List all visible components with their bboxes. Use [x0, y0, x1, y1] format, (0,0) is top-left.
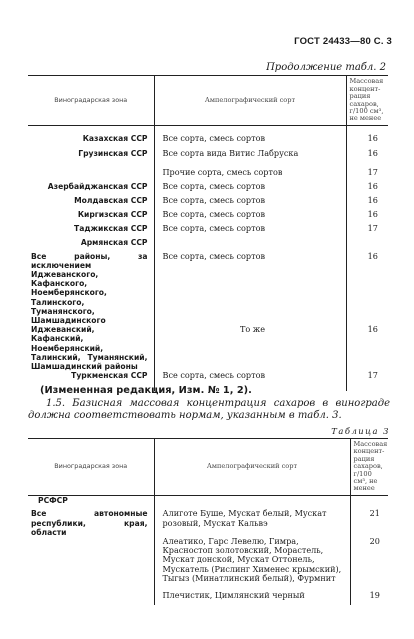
table-3-label: Таблица 3: [331, 426, 390, 436]
zone-cell: Молдавская ССР: [74, 195, 148, 205]
grape-cell: Алеатико, Гарс Левелю, Гимра, Красностоп золотовский, Морастель, Мускат донской, Мускат Оттонель, Мускатель (Рислинг Хименес крымский), Тыгыз (Минатлинский белый), Фурмнит: [154, 537, 350, 591]
table-row: [28, 509, 388, 537]
sugar-cell: [350, 495, 388, 509]
zone-cell: Киргизская ССР: [77, 209, 148, 219]
sugar-cell: 17: [346, 224, 388, 238]
zone-cell: Все автономные республики, края, области: [31, 509, 148, 537]
column-header-grape: Ампелографический сорт: [154, 76, 346, 126]
table-row: [28, 168, 388, 182]
grape-cell: То же: [154, 325, 346, 371]
sugar-cell: 16: [346, 134, 388, 149]
zone-cell: Казахская ССР: [82, 133, 148, 143]
zone-cell: РСФСР: [38, 495, 68, 505]
table-row: [28, 252, 388, 326]
amendment-note: (Измененная редакция, Изм. № 1, 2).: [40, 385, 252, 396]
table-2: [28, 75, 388, 391]
zone-cell: Все районы, за исключением Иджеванского, Кафанского, Ноемберянского, Талинского, Туманянского, Шамшадинского: [31, 251, 148, 325]
grape-cell: Все сорта, смесь сортов: [154, 224, 346, 238]
sugar-cell: 17: [346, 168, 388, 182]
sugar-cell: 17: [346, 371, 388, 391]
paragraph-1-5: 1.5. Базисная массовая концентрация сахаров в винограде должна соответствовать нормам, указанным в табл. 3.: [28, 398, 390, 421]
column-header-zone: Виноградарская зона: [28, 76, 154, 126]
sugar-cell: 16: [346, 182, 388, 196]
zone-cell: Грузинская ССР: [78, 148, 148, 158]
table-3: [28, 438, 388, 605]
grape-cell: [154, 238, 346, 252]
table-row: [28, 210, 388, 224]
zone-cell: Туркменская ССР: [71, 371, 148, 381]
grape-cell: Алиготе Буше, Мускат белый, Мускат розовый, Мускат Кальвэ: [154, 509, 350, 537]
zone-cell: [28, 168, 154, 182]
zone-cell: Таджикская ССР: [74, 223, 148, 233]
sugar-cell: 16: [346, 196, 388, 210]
grape-cell: Все сорта вида Витис Лабруска: [154, 149, 346, 168]
sugar-cell: 20: [350, 537, 388, 591]
grape-cell: Плечистик, Цимлянский черный: [154, 591, 350, 605]
grape-cell: Все сорта, смесь сортов: [154, 252, 346, 326]
table-continuation-note: Продолжение табл. 2: [266, 62, 386, 73]
column-header-sugar: Массовая концентрация сахаров, г/100 см³, не менее: [346, 76, 388, 126]
sugar-cell: 16: [346, 210, 388, 224]
table-row: [28, 134, 388, 149]
table-row: [28, 325, 388, 371]
grape-cell: Все сорта, смесь сортов: [154, 196, 346, 210]
table-row: [28, 196, 388, 210]
table-row: [28, 537, 388, 591]
zone-cell: [28, 591, 154, 605]
grape-cell: Все сорта, смесь сортов: [154, 210, 346, 224]
zone-cell: Иджеванский, Кафанский, Ноемберянский, Талинский, Туманянский, Шамшадинский районы: [31, 325, 148, 371]
grape-cell: Все сорта, смесь сортов: [154, 182, 346, 196]
grape-cell: Все сорта, смесь сортов: [154, 134, 346, 149]
zone-cell: Азербайджанская ССР: [47, 181, 148, 191]
sugar-cell: 16: [346, 252, 388, 326]
table-row: [28, 238, 388, 252]
page-header: ГОСТ 24433—80 С. 3: [294, 36, 392, 47]
column-header-grape: Ампелографический сорт: [154, 439, 350, 496]
table-row: [28, 149, 388, 168]
grape-cell: Прочие сорта, смесь сортов: [154, 168, 346, 182]
zone-cell: [28, 537, 154, 591]
grape-cell: [154, 495, 350, 509]
table-row: [28, 591, 388, 605]
zone-cell: Армянская ССР: [80, 237, 148, 247]
sugar-cell: 21: [350, 509, 388, 537]
sugar-cell: 19: [350, 591, 388, 605]
table-row: [28, 224, 388, 238]
table-2-body: [28, 126, 388, 392]
table-row: [28, 495, 388, 509]
column-header-zone: Виноградарская зона: [28, 439, 154, 496]
grape-cell: Все сорта, смесь сортов: [154, 371, 346, 391]
column-header-sugar: Массовая концентрация сахаров, г/100 см³, не менее: [350, 439, 388, 496]
sugar-cell: 16: [346, 325, 388, 371]
table-3-body: [28, 495, 388, 605]
table-row: [28, 182, 388, 196]
sugar-cell: [346, 238, 388, 252]
sugar-cell: 16: [346, 149, 388, 168]
